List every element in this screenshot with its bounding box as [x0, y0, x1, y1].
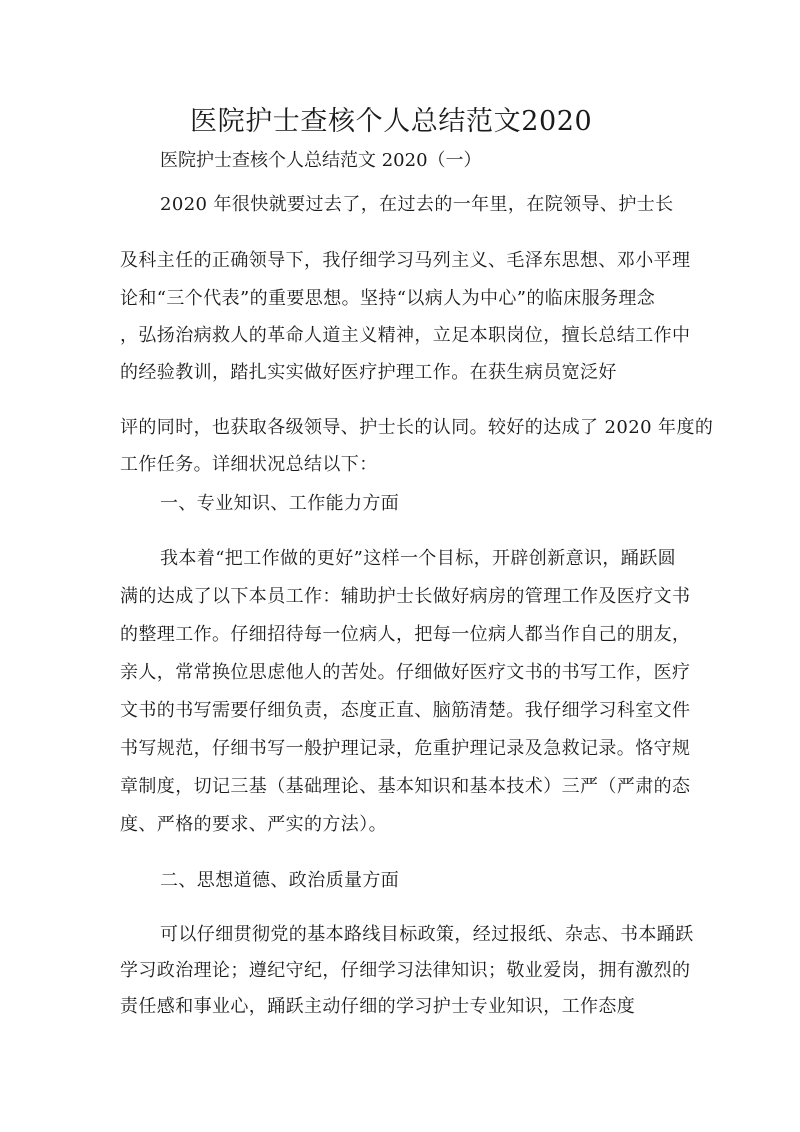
- paragraph-line: 及科主任的正确领导下，我仔细学习马列主义、毛泽东思想、邓小平理: [120, 250, 691, 271]
- paragraph-line: ，弘扬治病救人的革命人道主义精神，立足本职岗位，擅长总结工作中: [120, 325, 691, 346]
- paragraph-line: 的整理工作。仔细招待每一位病人，把每一位病人都当作自己的朋友，: [120, 624, 691, 645]
- paragraph-line: 亲人，常常换位思虑他人的苦处。仔细做好医疗文书的书写工作，医疗: [120, 662, 691, 683]
- paragraph-line: 学习政治理论；遵纪守纪，仔细学习法律知识；敬业爱岗，拥有激烈的: [120, 960, 691, 981]
- section-heading: 二、思想道德、政治质量方面: [160, 870, 400, 891]
- paragraph-line: 章制度，切记三基（基础理论、基本知识和基本技术）三严（严肃的态: [120, 776, 691, 797]
- paragraph-line: 2020 年很快就要过去了，在过去的一年里，在院领导、护士长: [160, 194, 674, 215]
- section-heading: 一、专业知识、工作能力方面: [160, 493, 400, 514]
- paragraph-line: 我本着“把工作做的更好”这样一个目标，开辟创新意识，踊跃圆: [160, 548, 677, 569]
- paragraph-line: 可以仔细贯彻党的基本路线目标政策，经过报纸、杂志、书本踊跃: [160, 924, 694, 945]
- paragraph-line: 工作任务。详细状况总结以下：: [120, 454, 378, 475]
- paragraph-line: 度、严格的要求、严实的方法）。: [120, 814, 387, 835]
- document-title: 医院护士查核个人总结范文2020: [190, 106, 593, 137]
- paragraph-line: 论和“三个代表”的重要思想。坚持“以病人为中心”的临床服务理念: [120, 288, 656, 309]
- paragraph-line: 书写规范，仔细书写一般护理记录，危重护理记录及急救记录。恪守规: [120, 738, 691, 759]
- document-subtitle: 医院护士查核个人总结范文 2020（一）: [160, 150, 482, 171]
- paragraph-line: 责任感和事业心，踊跃主动仔细的学习护士专业知识，工作态度: [120, 996, 636, 1017]
- paragraph-line: 评的同时，也获取各级领导、护士长的认同。较好的达成了 2020 年度的: [120, 417, 714, 438]
- paragraph-line: 的经验教训，踏扎实实做好医疗护理工作。在获生病员宽泛好: [120, 362, 617, 383]
- paragraph-line: 文书的书写需要仔细负责，态度正直、脑筋清楚。我仔细学习科室文件: [120, 700, 691, 721]
- paragraph-line: 满的达成了以下本员工作：辅助护士长做好病房的管理工作及医疗文书: [120, 586, 691, 607]
